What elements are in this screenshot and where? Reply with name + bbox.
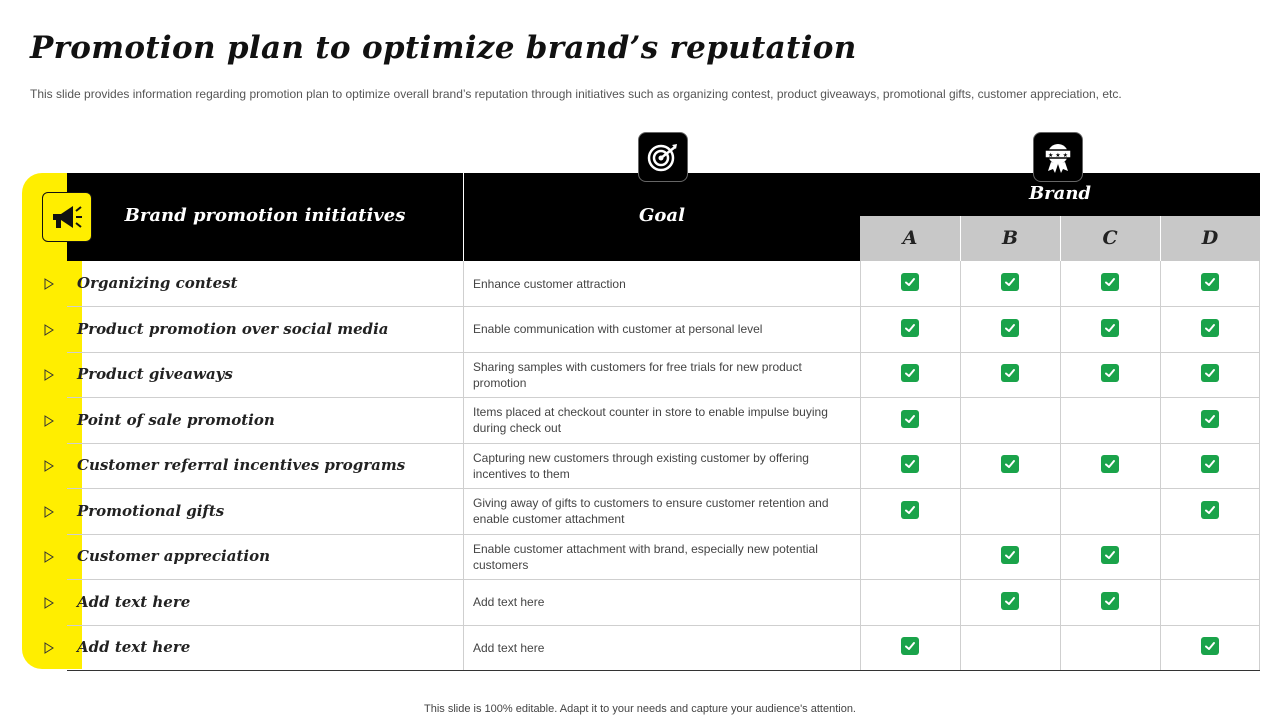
checkbox-checked-icon (1001, 364, 1019, 382)
goal-cell (473, 398, 853, 443)
initiative-cell: Point of sale promotion (77, 410, 275, 429)
column-divider (960, 261, 961, 670)
goal-cell (473, 580, 853, 625)
table-row (67, 534, 1260, 580)
goal-text: Sharing samples with customers for free trials for new product promotion (473, 359, 802, 390)
goal-text: Add text here (473, 595, 545, 609)
header-goal: Goal (639, 205, 685, 226)
triangle-right-icon (44, 550, 54, 568)
checkbox-checked-icon (901, 455, 919, 473)
checkbox-checked-icon (1001, 455, 1019, 473)
checkbox-checked-icon (1201, 455, 1219, 473)
checkbox-checked-icon (1101, 455, 1119, 473)
checkbox-checked-icon (1201, 319, 1219, 337)
table-row (67, 625, 1260, 671)
checkbox-checked-icon (901, 410, 919, 428)
header-initiatives: Brand promotion initiatives (124, 205, 406, 226)
triangle-right-icon (44, 277, 54, 295)
letter-divider (1160, 216, 1161, 261)
goal-cell (473, 261, 853, 306)
checkbox-checked-icon (1101, 592, 1119, 610)
goal-cell (473, 625, 853, 670)
checkbox-checked-icon (1201, 410, 1219, 428)
page-title: Promotion plan to optimize brand’s reputation (30, 30, 857, 66)
triangle-right-icon (44, 596, 54, 614)
column-divider (1060, 261, 1061, 670)
checkbox-checked-icon (1001, 319, 1019, 337)
letter-divider (960, 216, 961, 261)
footer-note: This slide is 100% editable. Adapt it to your needs and capture your audience's attention. (424, 703, 856, 715)
brand-letter-c: C (1102, 227, 1118, 249)
checkbox-checked-icon (901, 364, 919, 382)
brand-letter-a: A (902, 227, 918, 249)
triangle-right-icon (44, 323, 54, 341)
table-row (67, 307, 1260, 353)
header-brand: Brand (1028, 183, 1092, 204)
table-row (67, 261, 1260, 307)
initiative-cell: Add text here (77, 638, 191, 656)
checkbox-checked-icon (1001, 273, 1019, 291)
triangle-right-icon (44, 368, 54, 386)
goal-cell (473, 352, 853, 397)
goal-cell (473, 307, 853, 352)
target-icon (638, 132, 688, 182)
initiative-cell: Customer referral incentives programs (77, 456, 406, 474)
goal-text: Add text here (473, 640, 545, 655)
table-row (67, 580, 1260, 626)
initiative-cell: Add text here (77, 592, 191, 611)
page-subtitle: This slide provides information regarding promotion plan to optimize overall brand’s reputation through initiatives such as organizing contest, product giveaways, promotional gifts, customer appreciation, etc. (30, 87, 1122, 101)
column-divider (463, 261, 464, 670)
letter-divider (1060, 216, 1061, 261)
goal-text: Enable communication with customer at personal level (473, 322, 763, 336)
checkbox-checked-icon (1201, 637, 1219, 655)
checkbox-checked-icon (901, 637, 919, 655)
goal-text: Enhance customer attraction (473, 276, 626, 291)
checkbox-checked-icon (1201, 501, 1219, 519)
brand-letter-b: B (1001, 227, 1019, 249)
initiative-cell: Product promotion over social media (77, 319, 389, 338)
svg-text:★ ★ ★: ★ ★ ★ (1048, 152, 1068, 159)
triangle-right-icon (44, 641, 54, 659)
table-row (67, 489, 1260, 535)
triangle-right-icon (44, 459, 54, 477)
checkbox-checked-icon (1001, 546, 1019, 564)
triangle-right-icon (44, 505, 54, 523)
checkbox-checked-icon (901, 319, 919, 337)
initiative-cell: Organizing contest (77, 274, 238, 292)
checkbox-checked-icon (1201, 364, 1219, 382)
initiative-cell: Product giveaways (77, 365, 233, 383)
checkbox-checked-icon (901, 273, 919, 291)
checkbox-checked-icon (1101, 273, 1119, 291)
award-badge-icon (1033, 132, 1083, 182)
goal-cell (473, 534, 853, 579)
initiative-cell: Promotional gifts (77, 501, 225, 520)
checkbox-checked-icon (1001, 592, 1019, 610)
goal-text: Capturing new customers through existing customer by offering incentives to them (473, 450, 809, 481)
table-row (67, 398, 1260, 444)
initiative-cell: Customer appreciation (77, 547, 270, 565)
table-row (67, 352, 1260, 398)
column-divider (1259, 261, 1260, 670)
checkbox-checked-icon (1201, 273, 1219, 291)
table-row (67, 443, 1260, 489)
goal-text: Giving away of gifts to customers to ensure customer retention and enable customer attachment (473, 496, 829, 526)
brand-letter-d: D (1201, 227, 1219, 249)
goal-cell (473, 489, 853, 534)
goal-text: Items placed at checkout counter in store to enable impulse buying during check out (473, 405, 828, 435)
triangle-right-icon (44, 414, 54, 432)
goal-text: Enable customer attachment with brand, especially new potential customers (473, 541, 818, 572)
column-divider (1160, 261, 1161, 670)
checkbox-checked-icon (1101, 546, 1119, 564)
column-divider (860, 261, 861, 670)
goal-cell (473, 443, 853, 488)
checkbox-checked-icon (1101, 364, 1119, 382)
checkbox-checked-icon (1101, 319, 1119, 337)
checkbox-checked-icon (901, 501, 919, 519)
